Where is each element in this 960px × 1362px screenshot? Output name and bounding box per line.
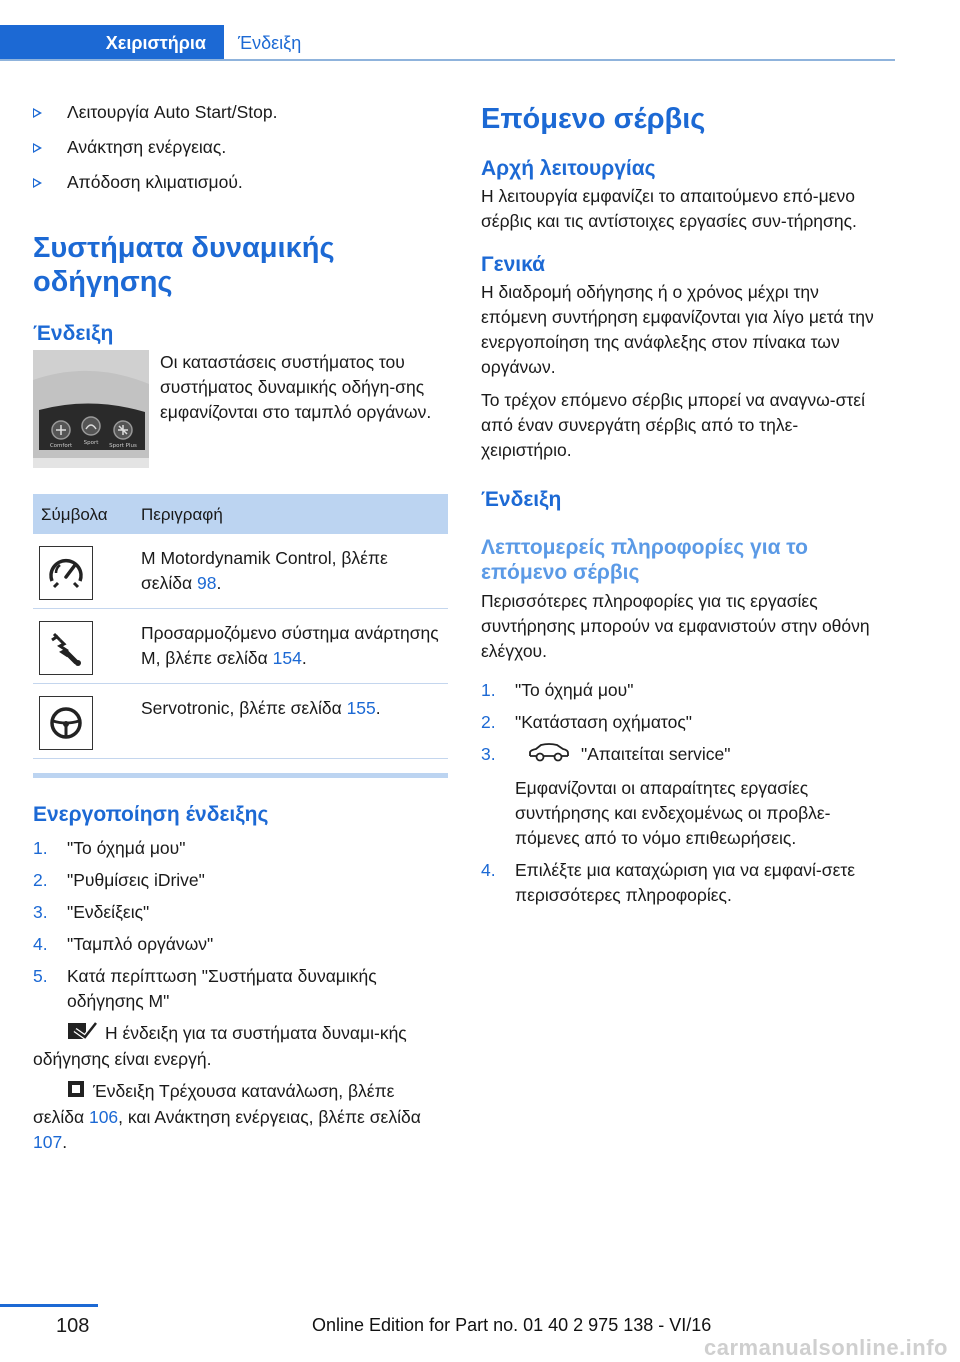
edition-footer: Online Edition for Part no. 01 40 2 975 138 - VI/16: [312, 1315, 712, 1335]
watermark: carmanualsonline.info: [704, 1335, 948, 1360]
triangle-bullet-icon: [33, 143, 42, 153]
instrument-cluster-image: [33, 350, 149, 468]
step-number: 4.: [33, 934, 48, 954]
table-cell-description: [133, 684, 448, 759]
page-number: 108: [56, 1315, 90, 1337]
list-item: [33, 868, 448, 893]
note-inactive: [33, 1079, 448, 1155]
display-description: Οι καταστάσεις συστήματος του συστήματος δυναμικής οδήγη-σης εμφανίζονται στο ταμπλό οργάνων.: [160, 352, 432, 422]
table-cell-description: [133, 534, 448, 609]
section-title: Συστήματα δυναμικής οδήγησης: [33, 232, 335, 298]
list-item: [33, 900, 448, 925]
page-link[interactable]: 106: [88, 1106, 119, 1127]
table-end-rule: [33, 773, 448, 778]
symbols-table: [33, 494, 448, 759]
bullet-text: Λειτουργία Auto Start/Stop.: [67, 102, 278, 122]
list-item: [33, 170, 448, 195]
page-link[interactable]: 107: [33, 1131, 63, 1152]
page-link[interactable]: 154: [272, 648, 302, 668]
page-link[interactable]: 98: [196, 573, 217, 593]
step-number: 1.: [33, 838, 48, 858]
triangle-bullet-icon: [33, 108, 42, 118]
page-number-rule: [0, 1304, 98, 1307]
table-row: [33, 684, 448, 759]
step-text: Κατά περίπτωση "Συστήματα δυναμικής οδήγησης M": [67, 966, 377, 1011]
list-item: [481, 678, 886, 703]
table-row: [33, 534, 448, 609]
header-rule: [0, 59, 895, 61]
display-figure-row: [33, 350, 448, 468]
list-item: [33, 964, 448, 1155]
list-item: [481, 742, 886, 851]
mode-label-comfort: Comfort: [49, 443, 73, 449]
step-text: "Απαιτείται service": [581, 744, 731, 765]
checkbox-checked-icon: [67, 1022, 97, 1047]
feature-bullets: [33, 100, 448, 195]
left-column: [33, 100, 448, 1162]
step-text: Επιλέξτε μια καταχώριση για να εμφανί-σετε περισσότερες πληροφορίες.: [515, 860, 856, 905]
general-text-2: Το τρέχον επόμενο σέρβις μπορεί να αναγνω-στεί από έναν συνεργάτη σέρβις από το τηλε-χειριστήριο.: [481, 390, 865, 460]
note-active: [33, 1021, 448, 1072]
tab-controls-label: Χειριστήρια: [105, 32, 206, 53]
step-number: 2.: [33, 870, 48, 890]
checkbox-icon: [67, 1080, 85, 1105]
right-column: [481, 100, 886, 915]
speedometer-icon: [39, 546, 93, 600]
note-end: .: [62, 1131, 68, 1152]
suspension-icon: [39, 621, 93, 675]
service-title: Επόμενο σέρβις: [481, 103, 706, 135]
display-heading: Ένδειξη: [33, 322, 114, 345]
activate-display-heading: Ενεργοποίηση ένδειξης: [33, 803, 269, 826]
step-text: "Κατάσταση οχήματος": [515, 712, 692, 732]
row-text: Προσαρμοζόμενο σύστημα ανάρτησης M, βλέπε σελίδα: [141, 623, 439, 668]
table-header-row: [33, 494, 448, 534]
list-item: [33, 100, 448, 125]
step-number: 2.: [481, 712, 496, 732]
general-heading: Γενικά: [481, 253, 546, 276]
tab-display[interactable]: [238, 25, 301, 61]
step-text: "Το όχημά μου": [515, 680, 634, 700]
table-cell-icon: [33, 684, 133, 759]
service-display-heading: Ένδειξη: [481, 488, 562, 511]
row-end: .: [216, 573, 222, 593]
list-item: [33, 836, 448, 861]
step-number: 1.: [481, 680, 496, 700]
details-text: Περισσότερες πληροφορίες για τις εργασίες συντήρησης μπορούν να εμφανιστούν στην οθόνη ελέγχου.: [481, 591, 870, 661]
general-text-1: Η διαδρομή οδήγησης ή ο χρόνος μέχρι την επόμενη συντήρηση εμφανίζονται για λίγο μετά την ενεργοποίηση της ανάφλεξης στον πίνακα των οργάνων.: [481, 282, 874, 377]
mode-label-sport-plus: Sport Plus: [109, 443, 137, 449]
table-cell-description: [133, 609, 448, 684]
table-cell-icon: [33, 534, 133, 609]
table-row: [33, 609, 448, 684]
step-subtext: Εμφανίζονται οι απαραίτητες εργασίες συντήρησης και ενδεχομένως οι προβλε-πόμενες από το νόμο επιθεωρήσεις.: [515, 778, 831, 848]
note-active-text: Η ένδειξη για τα συστήματα δυναμι-κής οδήγησης είναι ενεργή.: [33, 1023, 407, 1069]
list-item: [33, 932, 448, 957]
page-link[interactable]: 155: [346, 698, 376, 718]
mode-label-sport: Sport: [83, 440, 99, 446]
service-steps-list: [481, 678, 886, 908]
steering-wheel-icon: [39, 696, 93, 750]
note-inactive-text-cont: , και Ανάκτηση ενέργειας, βλέπε σελίδα: [118, 1106, 421, 1127]
triangle-bullet-icon: [33, 178, 42, 188]
step-number: 3.: [33, 902, 48, 922]
principle-text: Η λειτουργία εμφανίζει το απαιτούμενο επό-μενο σέρβις και τις αντίστοιχες εργασίες συν-τήρησης.: [481, 186, 857, 231]
step-text: "Ταμπλό οργάνων": [67, 934, 214, 954]
row-end: .: [375, 698, 381, 718]
list-item: [481, 858, 886, 908]
header-bar: [0, 25, 895, 61]
step-number: 4.: [481, 860, 496, 880]
note-inactive-text: Ένδειξη Τρέχουσα κατανάλωση, βλέπε σελίδα: [33, 1080, 395, 1127]
column-header-symbols: Σύμβολα: [33, 494, 133, 534]
column-header-description: Περιγραφή: [133, 494, 448, 534]
list-item: [33, 135, 448, 160]
step-text: "Ενδείξεις": [67, 902, 150, 922]
row-text: Servotronic, βλέπε σελίδα: [141, 698, 347, 718]
tab-controls[interactable]: [0, 25, 224, 61]
step-text: "Το όχημά μου": [67, 838, 186, 858]
list-item: [481, 710, 886, 735]
bullet-text: Ανάκτηση ενέργειας.: [67, 137, 227, 157]
row-end: .: [301, 648, 307, 668]
tab-display-label: Ένδειξη: [238, 32, 302, 53]
principle-heading: Αρχή λειτουργίας: [481, 157, 656, 180]
table-cell-icon: [33, 609, 133, 684]
step-number: 5.: [33, 966, 48, 986]
drive-mode-display-icon: [33, 350, 149, 468]
activate-steps-list: [33, 836, 448, 1155]
step-text: "Ρυθμίσεις iDrive": [67, 870, 205, 890]
bullet-text: Απόδοση κλιματισμού.: [67, 172, 243, 192]
car-service-icon: [527, 742, 571, 769]
details-heading: Λεπτομερείς πληροφορίες για το επόμενο σέρβις: [481, 536, 808, 584]
row-text: M Motordynamik Control, βλέπε σελίδα: [141, 548, 388, 593]
step-number: 3.: [481, 744, 496, 764]
